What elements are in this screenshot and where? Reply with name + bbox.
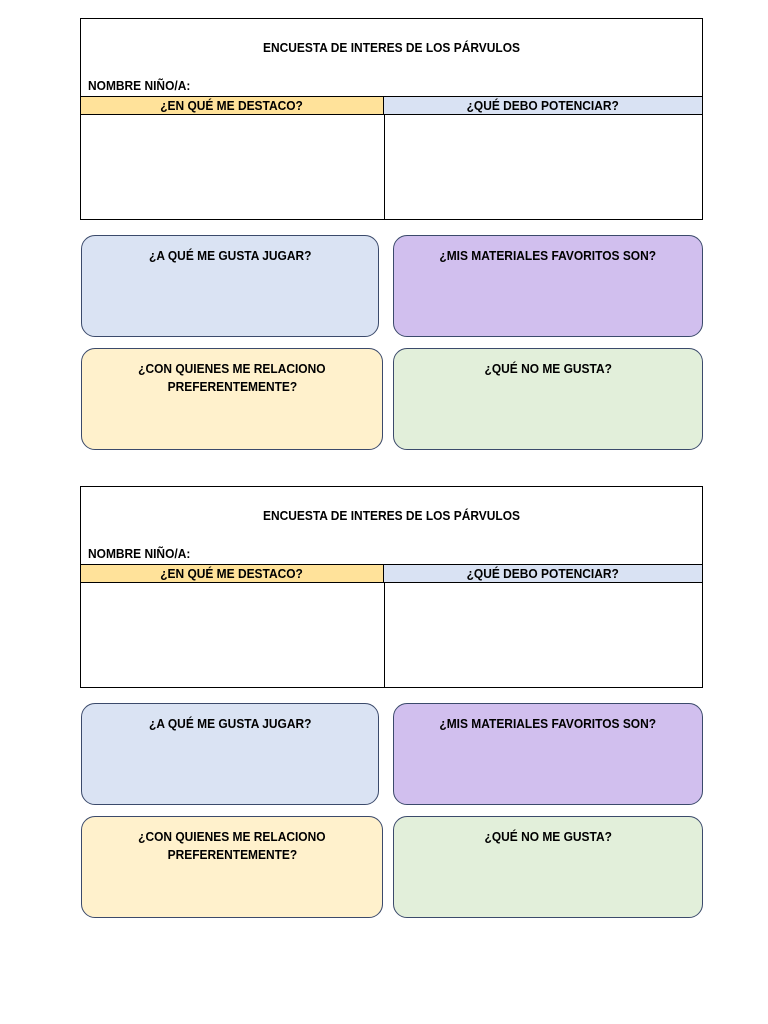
survey-title: ENCUESTA DE INTERES DE LOS PÁRVULOS	[263, 40, 520, 55]
survey-header-table	[80, 18, 703, 220]
column-header-destaco-text: ¿EN QUÉ ME DESTACO?	[160, 98, 304, 113]
question-materials-label: ¿MIS MATERIALES FAVORITOS SON?	[439, 716, 657, 731]
answer-cell-destaco[interactable]	[81, 115, 384, 219]
column-header-destaco-text: ¿EN QUÉ ME DESTACO?	[160, 566, 304, 581]
question-relations-label-line1: ¿CON QUIENES ME RELACIONO	[138, 829, 326, 844]
question-relations-label-line2: PREFERENTEMENTE?	[167, 847, 297, 862]
survey-header-table	[80, 486, 703, 688]
survey-form-1	[0, 0, 768, 460]
question-dislike-label: ¿QUÉ NO ME GUSTA?	[484, 829, 612, 844]
question-relations-label-line2: PREFERENTEMENTE?	[167, 379, 297, 394]
column-header-destaco	[81, 564, 384, 583]
question-materials-label: ¿MIS MATERIALES FAVORITOS SON?	[439, 248, 657, 263]
question-relations-label-line1: ¿CON QUIENES ME RELACIONO	[138, 361, 326, 376]
column-header-destaco	[81, 96, 384, 115]
child-name-label: NOMBRE NIÑO/A:	[88, 546, 191, 561]
answer-cell-destaco[interactable]	[81, 583, 384, 687]
question-box-dislike[interactable]	[393, 816, 703, 918]
survey-title: ENCUESTA DE INTERES DE LOS PÁRVULOS	[263, 508, 520, 523]
column-header-potenciar-text: ¿QUÉ DEBO POTENCIAR?	[466, 566, 620, 581]
answer-cell-potenciar[interactable]	[385, 115, 702, 219]
question-dislike-label: ¿QUÉ NO ME GUSTA?	[484, 361, 612, 376]
survey-form-2	[0, 468, 768, 928]
column-header-potenciar	[384, 96, 702, 115]
question-box-play[interactable]	[81, 235, 379, 337]
question-box-dislike[interactable]	[393, 348, 703, 450]
child-name-label: NOMBRE NIÑO/A:	[88, 78, 191, 93]
question-box-play[interactable]	[81, 703, 379, 805]
column-header-potenciar-text: ¿QUÉ DEBO POTENCIAR?	[466, 98, 620, 113]
question-play-label: ¿A QUÉ ME GUSTA JUGAR?	[148, 716, 312, 731]
answer-cell-potenciar[interactable]	[385, 583, 702, 687]
question-box-materials[interactable]	[393, 235, 703, 337]
question-box-materials[interactable]	[393, 703, 703, 805]
column-header-potenciar	[384, 564, 702, 583]
question-box-relations[interactable]	[81, 348, 383, 450]
question-play-label: ¿A QUÉ ME GUSTA JUGAR?	[148, 248, 312, 263]
question-box-relations[interactable]	[81, 816, 383, 918]
